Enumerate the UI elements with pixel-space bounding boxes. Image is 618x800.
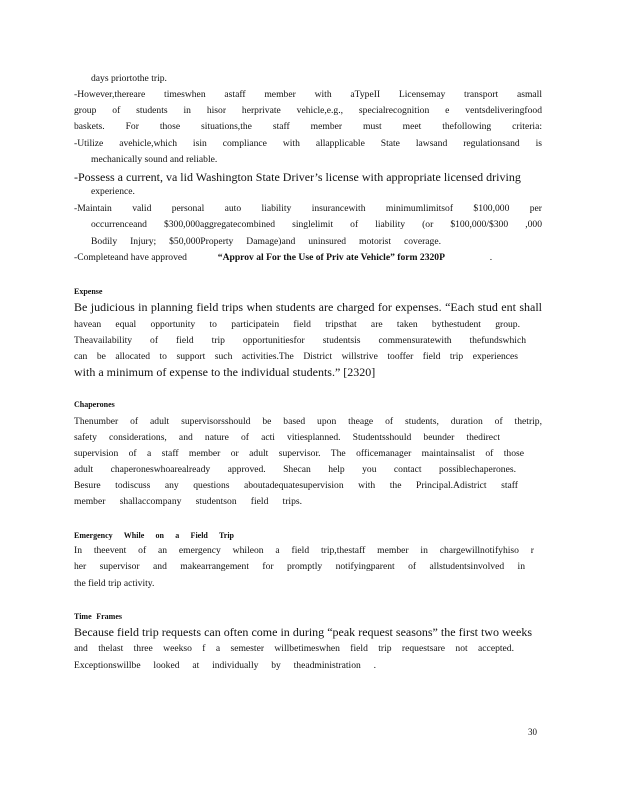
intro-line: baskets. For those situations,the staff member must meet thefollowing criteria: bbox=[74, 121, 542, 132]
intro-line: Bodily Injury; $50,000Property Damage)and uninsured motorist coverage. bbox=[91, 236, 441, 247]
time-frames-line: Exceptionswillbe looked at individually by theadministration . bbox=[74, 660, 376, 671]
expense-line: can be allocated to support such activities.The District willstrive tooffer field trip experiences bbox=[74, 351, 518, 362]
intro-line: days priortothe trip. bbox=[91, 73, 167, 84]
intro-line: group of students in hisor herprivate vehicle,e.g., specialrecognition e ventsdeliveringfood bbox=[74, 105, 542, 116]
emergency-line: In theevent of an emergency whileon a field trip,thestaff member in chargewillnotifyhiso r bbox=[74, 545, 534, 556]
chaperones-line: member shallaccompany studentson field trips. bbox=[74, 496, 302, 507]
section-heading-chaperones: Chaperones bbox=[74, 400, 115, 409]
section-heading-expense: Expense bbox=[74, 287, 103, 296]
intro-line: experience. bbox=[91, 186, 135, 197]
chaperones-line: Thenumber of adult supervisorsshould be based upon theage of students, duration of thetrip, bbox=[74, 416, 542, 427]
form-requirement-line bbox=[74, 252, 542, 264]
intro-line: mechanically sound and reliable. bbox=[91, 154, 218, 165]
chaperones-line: Besure todiscuss any questions aboutadequatesupervision with the Principal.Adistrict staff bbox=[74, 480, 518, 491]
intro-line: -Utilize avehicle,which isin compliance with allapplicable State lawsand regulationsand is bbox=[74, 138, 542, 149]
time-frames-line: Because field trip requests can often come in during “peak request seasons” the first two weeks bbox=[74, 625, 532, 639]
intro-line: occurrenceand $300,000aggregatecombined singlelimit of liability (or $100,000/$300 ,000 bbox=[91, 219, 542, 230]
emergency-line: her supervisor and makearrangement for promptly notifyingparent of allstudentsinvolved in bbox=[74, 561, 525, 572]
chaperones-line: safety considerations, and nature of acti vitiesplanned. Studentsshould beunder thedirect bbox=[74, 432, 500, 443]
expense-line: with a minimum of expense to the individual students.” [2320] bbox=[74, 365, 376, 379]
section-heading-time-frames: Time Frames bbox=[74, 612, 122, 621]
chaperones-line: supervision of a staff member or adult supervisor. The officemanager maintainsalist of those bbox=[74, 448, 524, 459]
intro-line: -Maintain valid personal auto liability insurancewith minimumlimitsof $100,000 per bbox=[74, 203, 542, 214]
expense-line: havean equal opportunity to participatein field tripsthat are taken bythestudent group. bbox=[74, 319, 520, 330]
form-name: “Approv al For the Use of Priv ate Vehicle” form 2320P bbox=[217, 252, 445, 263]
intro-line: -However,thereare timeswhen astaff member with aTypeII Licensemay transport asmall bbox=[74, 89, 542, 100]
form-requirement-text: -Completeand have approved bbox=[74, 252, 187, 263]
intro-line: -Possess a current, va lid Washington State Driver’s license with appropriate licensed driving bbox=[74, 170, 521, 184]
form-requirement-suffix: . bbox=[489, 252, 493, 263]
emergency-line: the field trip activity. bbox=[74, 578, 155, 589]
section-heading-emergency: Emergency While on a Field Trip bbox=[74, 531, 234, 540]
expense-line: Theavailability of field trip opportunitiesfor studentsis commensuratewith thefundswhich bbox=[74, 335, 526, 346]
chaperones-line: adult chaperoneswhoarealready approved. Shecan help you contact possiblechaperones. bbox=[74, 464, 516, 475]
expense-line: Be judicious in planning field trips when students are charged for expenses. “Each stud ent shall bbox=[74, 300, 542, 314]
page-number: 30 bbox=[528, 727, 537, 737]
time-frames-line: and thelast three weekso f a semester willbetimeswhen field trip requestsare not accepted. bbox=[74, 643, 514, 654]
